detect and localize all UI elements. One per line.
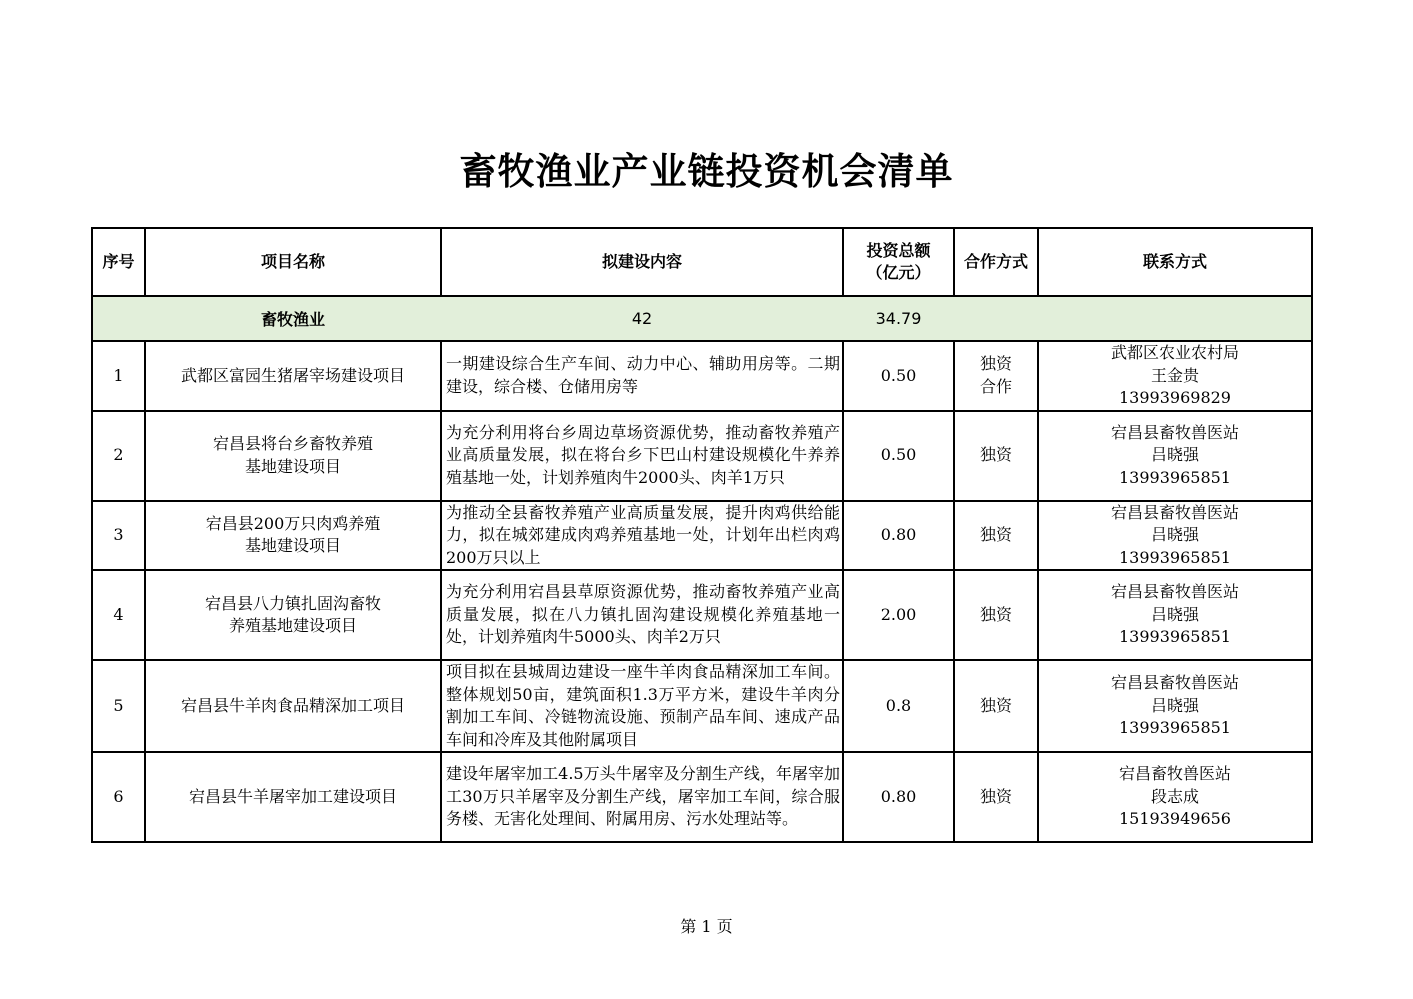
row-amount: 0.80 [843,501,954,571]
mode-line: 独资 [979,445,1012,465]
row-content [441,501,843,571]
row-mode [954,660,1038,752]
row-project-name [145,341,441,411]
row-mode [954,411,1038,501]
row-amount: 0.50 [843,341,954,411]
contact-person: 吕晓强 [1150,604,1199,624]
table-row [92,570,1312,660]
mode-line: 独资 [979,695,1012,715]
header-seq: 序号 [92,228,145,296]
page-footer: 第 1 页 [680,917,733,936]
project-name-line: 宕昌县八力镇扎固沟畜牧 [204,593,381,613]
project-name-line: 宕昌县牛羊屠宰加工建设项目 [188,786,397,806]
contact-person: 吕晓强 [1150,695,1199,715]
row-mode [954,570,1038,660]
contact-phone: 15193949656 [1119,809,1231,829]
row-project-name [145,660,441,752]
project-name-line: 宕昌县将台乡畜牧养殖 [212,434,373,453]
project-name-line: 基地建设项目 [244,536,341,556]
header-content: 拟建设内容 [441,228,843,296]
header-name: 项目名称 [145,228,441,296]
contact-person: 段志成 [1150,786,1199,806]
contact-person: 吕晓强 [1150,525,1199,544]
row-amount: 0.50 [843,411,954,501]
mode-line: 合作 [979,376,1012,396]
table-row [92,501,1312,571]
contact-phone: 13993969829 [1119,388,1231,407]
summary-count: 42 [441,296,843,341]
summary-row [92,296,1312,341]
row-seq: 2 [92,411,145,501]
row-seq: 5 [92,660,145,752]
row-content [441,660,843,752]
row-project-name [145,501,441,571]
content-text: 建设年屠宰加工4.5万头牛屠宰及分割生产线，年屠宰加工30万只羊屠宰及分割生产线，屠宰加工车间，综合服务楼、无害化处理间、附属用房、污水处理站等。 [446,764,840,829]
row-contact [1038,570,1312,660]
contact-org: 宕昌县畜牧兽医站 [1110,422,1239,442]
row-mode [954,341,1038,411]
row-seq: 1 [92,341,145,411]
row-amount: 2.00 [843,570,954,660]
contact-org: 宕昌县畜牧兽医站 [1110,582,1239,602]
row-contact [1038,660,1312,752]
table-row [92,660,1312,752]
contact-org: 武都区农业农村局 [1110,343,1239,362]
row-mode [954,752,1038,842]
contact-org: 宕昌县畜牧兽医站 [1110,673,1239,693]
mode-line: 独资 [979,354,1012,374]
row-content [441,570,843,660]
project-name-line: 基地建设项目 [244,456,341,476]
row-mode [954,501,1038,571]
project-name-line: 宕昌县牛羊肉食品精深加工项目 [180,695,405,715]
project-name-line: 武都区富园生猪屠宰场建设项目 [180,365,405,385]
mode-line: 独资 [979,525,1012,544]
contact-phone: 13993965851 [1119,627,1231,647]
mode-line: 独资 [979,786,1012,806]
project-name-line: 养殖基地建设项目 [228,616,357,635]
content-text: 一期建设综合生产车间、动力中心、辅助用房等。二期建设，综合楼、仓储用房等 [446,354,840,396]
row-contact [1038,501,1312,571]
mode-line: 独资 [979,604,1012,624]
content-text: 为推动全县畜牧养殖产业高质量发展，提升肉鸡供给能力，拟在城郊建成肉鸡养殖基地一处，计划年出栏肉鸡200万只以上 [446,502,840,567]
row-seq: 3 [92,501,145,571]
row-project-name [145,752,441,842]
row-seq: 4 [92,570,145,660]
contact-phone: 13993965851 [1119,467,1231,487]
row-project-name [145,570,441,660]
row-project-name [145,411,441,501]
row-content [441,752,843,842]
project-name-line: 宕昌县200万只肉鸡养殖 [205,513,381,533]
contact-person: 王金贵 [1150,365,1199,385]
row-amount: 0.8 [843,660,954,752]
row-content [441,411,843,501]
contact-org: 宕昌县畜牧兽医站 [1110,502,1239,522]
header-amount [843,228,954,296]
content-text: 为充分利用将台乡周边草场资源优势，推动畜牧养殖产业高质量发展，拟在将台乡下巴山村建设规模化牛养养殖基地一处，计划养殖肉牛2000头、肉羊1万只 [446,422,840,487]
table-row [92,752,1312,842]
header-amount-line1: 投资总额 [866,241,931,260]
contact-phone: 13993965851 [1119,718,1231,738]
content-text: 项目拟在县城周边建设一座牛羊肉食品精深加工车间。整体规划50亩，建筑面积1.3万平方米，建设牛羊肉分割加工车间、冷链物流设施、预制产品车间、速成产品车间和冷库及其他附属项目 [446,662,840,749]
row-contact [1038,411,1312,501]
row-contact [1038,752,1312,842]
contact-person: 吕晓强 [1150,445,1199,465]
table-row [92,411,1312,501]
row-amount: 0.80 [843,752,954,842]
row-content [441,341,843,411]
investment-table [91,227,1313,843]
contact-phone: 13993965851 [1119,547,1231,567]
header-contact: 联系方式 [1038,228,1312,296]
row-contact [1038,341,1312,411]
page-title: 畜牧渔业产业链投资机会清单 [459,150,954,193]
contact-org: 宕昌畜牧兽医站 [1118,764,1231,784]
header-mode: 合作方式 [954,228,1038,296]
header-amount-line2: （亿元） [866,263,931,282]
summary-total: 34.79 [843,296,954,341]
summary-category: 畜牧渔业 [145,296,441,341]
content-text: 为充分利用宕昌县草原资源优势，推动畜牧养殖产业高质量发展，拟在八力镇扎固沟建设规模化养殖基地一处，计划养殖肉牛5000头、肉羊2万只 [446,582,840,647]
row-seq: 6 [92,752,145,842]
table-header-row [92,228,1312,296]
table-row [92,341,1312,411]
